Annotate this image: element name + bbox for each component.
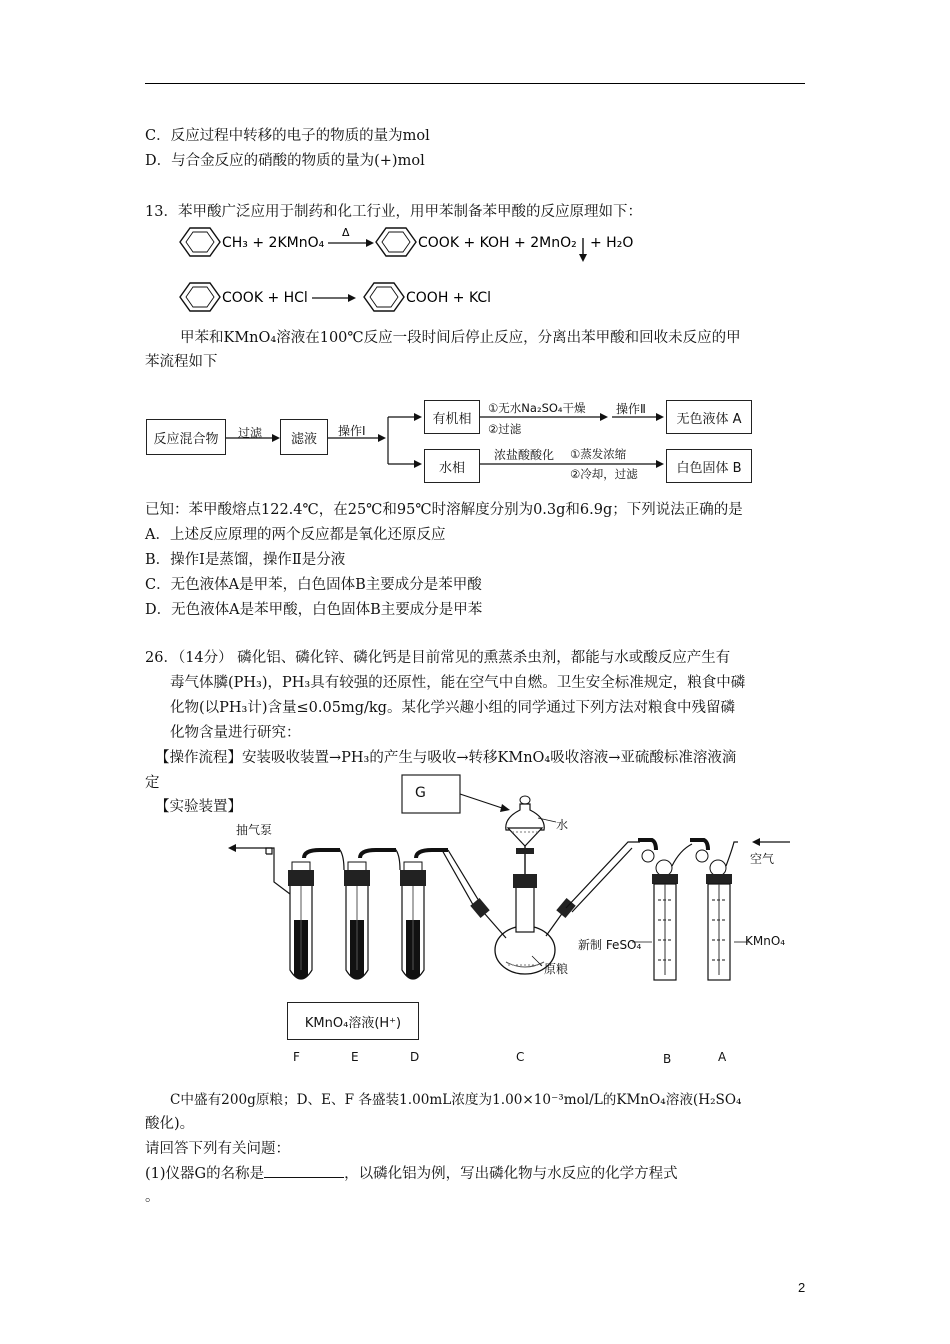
q13-option-a: A．上述反应原理的两个反应都是氧化还原反应 bbox=[145, 527, 446, 543]
g-label: G bbox=[415, 785, 426, 801]
flask-c bbox=[470, 874, 575, 974]
bottle-b bbox=[638, 840, 692, 980]
flow-box-mixture: 反应混合物 bbox=[146, 419, 226, 455]
benzene-ring-icon bbox=[180, 228, 220, 256]
letter-c: C bbox=[516, 1050, 525, 1064]
rxn1-left: CH₃ + 2KMnO₄ bbox=[222, 235, 325, 251]
rxn2-right: COOH + KCl bbox=[406, 290, 492, 306]
header-rule bbox=[145, 83, 805, 84]
letter-b: B bbox=[663, 1052, 672, 1066]
air-label: 空气 bbox=[750, 852, 775, 866]
flow-label-acidify: 浓盐酸酸化 bbox=[494, 448, 555, 462]
q13-stem: 13．苯甲酸广泛应用于制药和化工行业，用甲苯制备苯甲酸的反应原理如下： bbox=[145, 204, 642, 220]
benzene-ring-icon bbox=[180, 283, 220, 311]
q13-option-b: B．操作Ⅰ是蒸馏，操作Ⅱ是分液 bbox=[145, 552, 346, 568]
q26-line10 bbox=[145, 1163, 678, 1184]
q26-line10-part2: ，以磷化铝为例，写出磷化物与水反应的化学方程式 bbox=[344, 1166, 678, 1182]
q13-option-c: C．无色液体A是甲苯，白色固体B主要成分是苯甲酸 bbox=[145, 577, 482, 593]
q26-line3: 化物(以PH₃计)含量≤0.05mg/kg。某化学兴趣小组的同学通过下列方法对粮食中残留磷 bbox=[170, 700, 735, 716]
q26-line10-part1: (1)仪器G的名称是 bbox=[145, 1166, 265, 1182]
q26-line2: 毒气体膦(PH₃)，PH₃具有较强的还原性，能在空气中自燃。卫生安全标准规定，粮食中磷 bbox=[170, 675, 746, 691]
q26-line4: 化物含量进行研究： bbox=[170, 725, 301, 741]
q26-line1: 26．（14分） 磷化铝、磷化锌、磷化钙是目前常见的熏蒸杀虫剂，都能与水或酸反应产生有 bbox=[145, 650, 731, 666]
rxn1-right: COOK + KOH + 2MnO₂ bbox=[418, 235, 577, 251]
kmno4-acid-label-box: KMnO₄溶液(H⁺) bbox=[287, 1002, 419, 1040]
pump-label: 抽气泵 bbox=[236, 823, 273, 837]
flow-box-filtrate: 滤液 bbox=[280, 419, 328, 455]
benzene-ring-icon bbox=[376, 228, 416, 256]
option-c-top: C．反应过程中转移的电子的物质的量为mol bbox=[145, 128, 430, 144]
g-label-box bbox=[402, 775, 460, 813]
bottle-a bbox=[690, 840, 738, 980]
washing-tube-d bbox=[386, 850, 448, 980]
washing-tube-f bbox=[288, 850, 340, 980]
flow-label-op1: 操作Ⅰ bbox=[338, 424, 366, 438]
letter-a: A bbox=[718, 1050, 727, 1064]
feso4-label: 新制 FeSO₄ bbox=[578, 938, 642, 952]
benzene-ring-icon bbox=[364, 283, 404, 311]
rxn2-left: COOK + HCl bbox=[222, 290, 308, 306]
q13-para2: 苯流程如下 bbox=[145, 354, 218, 370]
letter-f: F bbox=[293, 1050, 300, 1064]
rxn1-condition: Δ bbox=[342, 226, 350, 239]
separatory-funnel-g bbox=[506, 796, 556, 874]
reaction-scheme bbox=[170, 222, 670, 322]
q26-line6: 定 bbox=[145, 775, 160, 791]
flow-label-org-step2: ②过滤 bbox=[488, 422, 522, 436]
letter-d: D bbox=[410, 1050, 420, 1064]
q13-option-d: D．无色液体A是苯甲酸，白色固体B主要成分是甲苯 bbox=[145, 602, 483, 618]
rxn1-end: + H₂O bbox=[590, 235, 634, 251]
q26-line8: 酸化)。 bbox=[145, 1116, 195, 1132]
water-label: 水 bbox=[556, 818, 569, 832]
flow-box-product-b: 白色固体 B bbox=[666, 449, 752, 483]
flow-label-aq-step2: ②冷却，过滤 bbox=[570, 467, 638, 481]
option-d-top: D．与合金反应的硝酸的物质的量为(+)mol bbox=[145, 153, 425, 169]
page-number: 2 bbox=[798, 1280, 806, 1295]
answer-blank[interactable] bbox=[264, 1163, 344, 1178]
q26-line9: 请回答下列有关问题： bbox=[145, 1141, 290, 1157]
flow-box-organic: 有机相 bbox=[424, 400, 480, 434]
flow-label-aq-step1: ①蒸发浓缩 bbox=[570, 447, 627, 461]
q26-line11: 。 bbox=[145, 1189, 160, 1205]
kmno4-label: KMnO₄ bbox=[745, 934, 786, 948]
flow-box-aqueous: 水相 bbox=[424, 449, 480, 483]
q26-line5: 【操作流程】安装吸收装置→PH₃的产生与吸收→转移KMnO₄吸收溶液→亚硫酸标准溶液滴 bbox=[155, 750, 737, 766]
letter-e: E bbox=[351, 1050, 359, 1064]
washing-tube-e bbox=[330, 850, 396, 980]
grain-label: 原粮 bbox=[544, 962, 569, 976]
q26-line7: C中盛有200g原粮；D、E、F 各盛装1.00mL浓度为1.00×10⁻³mol/L的KMnO₄溶液(H₂SO₄ bbox=[170, 1092, 742, 1108]
flow-label-filter: 过滤 bbox=[238, 426, 263, 440]
flow-box-product-a: 无色液体 A bbox=[666, 400, 752, 434]
flow-label-org-step1: ①无水Na₂SO₄干燥 bbox=[488, 401, 586, 415]
q13-para1: 甲苯和KMnO₄溶液在100℃反应一段时间后停止反应，分离出苯甲酸和回收未反应的甲 bbox=[180, 330, 741, 346]
q13-known: 已知：苯甲酸熔点122.4℃，在25℃和95℃时溶解度分别为0.3g和6.9g；下列说法正确的是 bbox=[145, 502, 743, 518]
apparatus-title: 【实验装置】 bbox=[155, 799, 242, 815]
flow-label-op2: 操作Ⅱ bbox=[616, 402, 646, 416]
